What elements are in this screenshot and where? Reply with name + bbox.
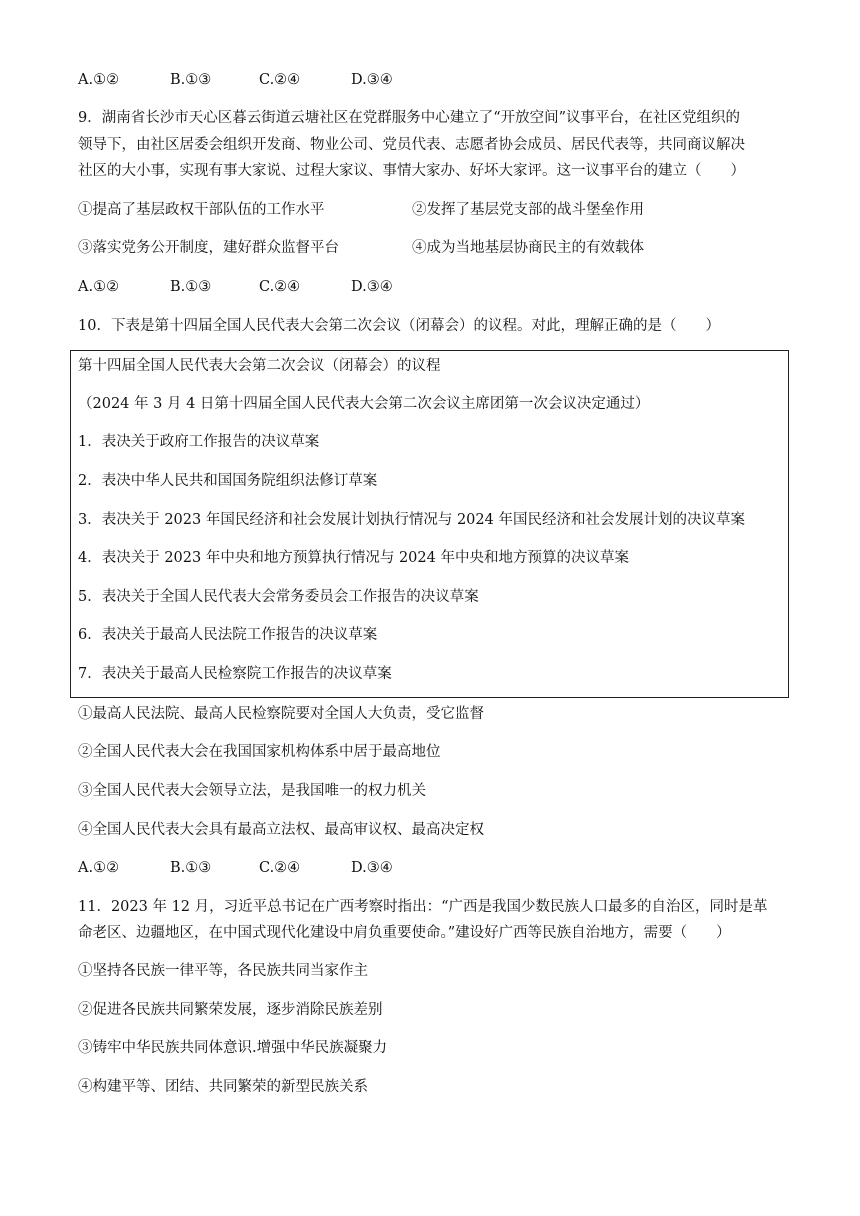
q10-stem: 10．下表是第十四届全国人民代表大会第二次会议（闭幕会）的议程。对此，理解正确的是（ ） <box>78 318 720 334</box>
q8-option-c: C.②④ <box>259 72 301 88</box>
q10-statement-2: ②全国人民代表大会在我国国家机构体系中居于最高地位 <box>78 744 441 760</box>
q9-statement-1: ①提高了基层政权干部队伍的工作水平 <box>78 202 325 218</box>
q10-option-b: B.①③ <box>170 860 212 876</box>
q9-option-d: D.③④ <box>351 279 393 295</box>
q10-table-subtitle: （2024 年 3 月 4 日第十四届全国人民代表大会第二次会议主席团第一次会议决定通过） <box>78 396 650 412</box>
q10-table-item-5: 5．表决关于全国人民代表大会常务委员会工作报告的决议草案 <box>78 589 479 605</box>
q10-table-item-6: 6．表决关于最高人民法院工作报告的决议草案 <box>78 627 378 643</box>
q10-option-c: C.②④ <box>259 860 301 876</box>
q9-statement-4: ④成为当地基层协商民主的有效载体 <box>412 240 644 256</box>
q9-stem-line-2: 领导下，由社区居委会组织开发商、物业公司、党员代表、志愿者协会成员、居民代表等，共同商议解决 <box>78 137 745 153</box>
q10-table-item-7: 7．表决关于最高人民检察院工作报告的决议草案 <box>78 666 392 682</box>
q9-statement-3: ③落实党务公开制度，建好群众监督平台 <box>78 240 339 256</box>
q11-statement-4: ④构建平等、团结、共同繁荣的新型民族关系 <box>78 1079 368 1095</box>
q10-option-d: D.③④ <box>351 860 393 876</box>
q10-table-title: 第十四届全国人民代表大会第二次会议（闭幕会）的议程 <box>78 358 441 374</box>
q10-table-item-3: 3．表决关于 2023 年国民经济和社会发展计划执行情况与 2024 年国民经济和社会发展计划的决议草案 <box>78 512 745 528</box>
q11-stem-line-1: 11．2023 年 12 月，习近平总书记在广西考察时指出：“广西是我国少数民族人口最多的自治区，同时是革 <box>78 899 768 915</box>
q10-statement-4: ④全国人民代表大会具有最高立法权、最高审议权、最高决定权 <box>78 822 484 838</box>
q8-option-a: A.①② <box>78 72 120 88</box>
q11-statement-2: ②促进各民族共同繁荣发展，逐步消除民族差别 <box>78 1002 383 1018</box>
q9-option-a: A.①② <box>78 279 120 295</box>
q11-statement-3: ③铸牢中华民族共同体意识.增强中华民族凝聚力 <box>78 1040 388 1056</box>
q10-statement-3: ③全国人民代表大会领导立法，是我国唯一的权力机关 <box>78 783 426 799</box>
q9-stem-line-1: 9．湖南省长沙市天心区暮云街道云塘社区在党群服务中心建立了“开放空间”议事平台，在社区党组织的 <box>78 110 741 126</box>
q10-option-a: A.①② <box>78 860 120 876</box>
q8-option-d: D.③④ <box>351 72 393 88</box>
q10-table-item-4: 4．表决关于 2023 年中央和地方预算执行情况与 2024 年中央和地方预算的决议草案 <box>78 550 629 566</box>
q9-statement-2: ②发挥了基层党支部的战斗堡垒作用 <box>412 202 644 218</box>
q10-table-item-1: 1．表决关于政府工作报告的决议草案 <box>78 434 320 450</box>
q10-table-item-2: 2．表决中华人民共和国国务院组织法修订草案 <box>78 473 378 489</box>
q9-option-b: B.①③ <box>170 279 212 295</box>
q9-stem-line-3: 社区的大小事，实现有事大家说、过程大家议、事情大家办、好坏大家评。这一议事平台的建立（ ） <box>78 163 745 179</box>
q10-statement-1: ①最高人民法院、最高人民检察院要对全国人大负责，受它监督 <box>78 706 484 722</box>
q11-statement-1: ①坚持各民族一律平等，各民族共同当家作主 <box>78 963 368 979</box>
q11-stem-line-2: 命老区、边疆地区，在中国式现代化建设中肩负重要使命。”建设好广西等民族自治地方，需要（ ） <box>78 925 731 941</box>
q9-option-c: C.②④ <box>259 279 301 295</box>
q9-statement-row-2 <box>78 238 778 258</box>
q9-statement-row-1 <box>78 200 778 220</box>
q8-option-b: B.①③ <box>170 72 212 88</box>
